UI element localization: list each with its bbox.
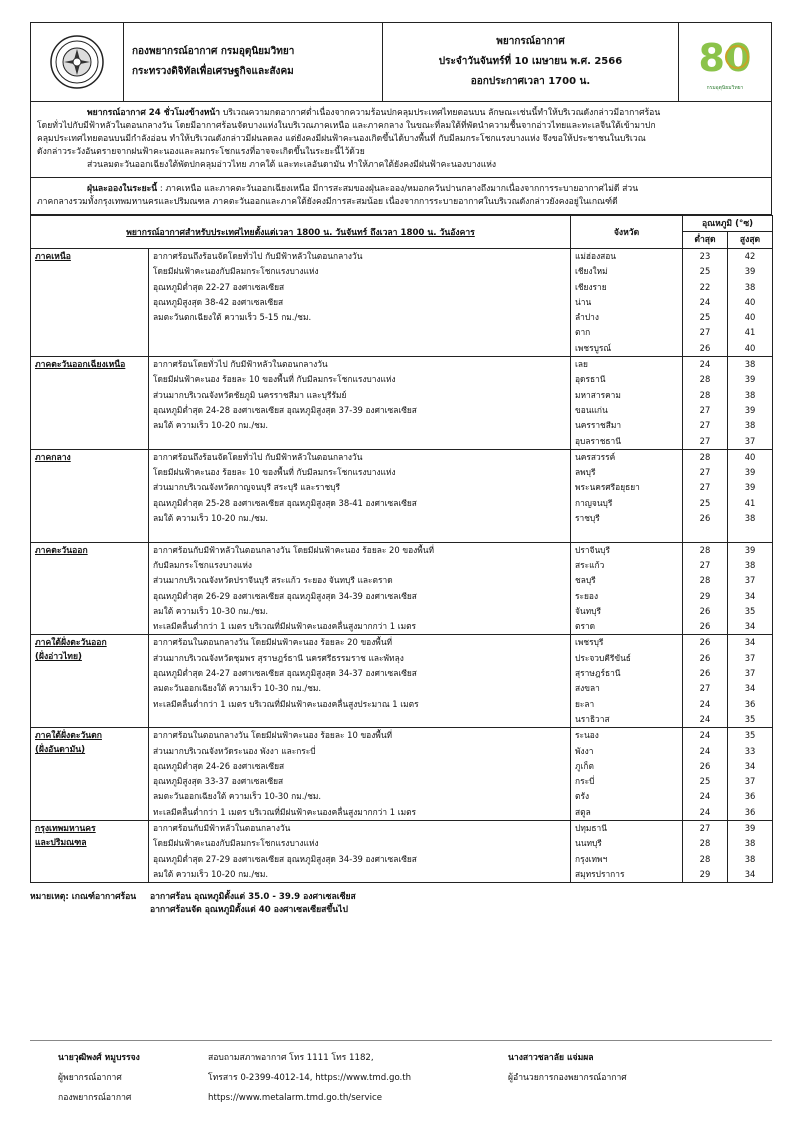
region-name-line: ภาคใต้ฝั่งตะวันตก: [35, 731, 102, 742]
title-cell: [383, 23, 679, 101]
forecast-line: อากาศร้อนถึงร้อนจัดโดยทั่วไป กับมีฟ้าหลัวในตอนกลางวัน: [153, 251, 363, 261]
note-hot: อากาศร้อน อุณหภูมิตั้งแต่ 35.0 - 39.9 องศาเซลเซียส: [150, 892, 356, 903]
province-name: ตราด: [575, 621, 596, 632]
max-temp: 34: [744, 760, 756, 771]
region-forecast: [149, 357, 571, 450]
min-temp: 26: [699, 668, 711, 679]
min-temp: 22: [699, 281, 711, 292]
max-temp-column: [728, 728, 773, 821]
max-temp-column: [728, 357, 773, 450]
summary-section: [30, 102, 772, 178]
forecast-line: อุณหภูมิสูงสุด 38-42 องศาเซลเซียส: [153, 296, 284, 307]
min-temp: 25: [699, 776, 711, 787]
forecast-line: ทะเลมีคลื่นต่ำกว่า 1 เมตร บริเวณที่มีฝนฟ้าคะนองคลื่นสูงมากกว่า 1 เมตร: [153, 621, 417, 632]
region-row: [31, 728, 773, 821]
logo-caption: กรมอุตุนิยมวิทยา: [706, 85, 744, 91]
max-temp: 34: [744, 637, 756, 648]
min-temp: 27: [699, 435, 711, 446]
province-name: ขอนแก่น: [575, 404, 608, 415]
region-row: [31, 449, 773, 542]
forecast-line: ลมตะวันตกเฉียงใต้ ความเร็ว 5-15 กม./ชม.: [153, 312, 312, 323]
min-temp-column: [683, 635, 728, 728]
region-forecast: [149, 728, 571, 821]
director-role: ผู้อำนวยการกองพยากรณ์อากาศ: [508, 1073, 627, 1083]
max-temp: 38: [744, 853, 756, 864]
region-row: [31, 635, 773, 728]
max-temp: 36: [744, 791, 756, 802]
forecast-line: อุณหภูมิต่ำสุด 24-26 องศาเซลเซียส: [153, 760, 285, 771]
region-name-line: ภาคเหนือ: [35, 252, 71, 262]
min-temp: 29: [699, 590, 711, 601]
min-temp: 28: [699, 374, 711, 385]
region-name-line: กรุงเทพมหานคร: [35, 823, 96, 834]
province-name: ยะลา: [575, 698, 595, 709]
min-temp: 27: [699, 327, 711, 338]
forecast-line: ส่วนมากบริเวณจังหวัดกาญจนบุรี สระบุรี และราชบุรี: [153, 482, 340, 493]
min-temp: 28: [699, 838, 711, 849]
region-name-line: และปริมณฑล: [35, 837, 87, 848]
min-temp: 28: [699, 575, 711, 586]
max-temp: 37: [744, 652, 756, 663]
max-temp: 37: [744, 575, 756, 586]
forecast-document: [30, 22, 772, 917]
forecast-line: อากาศร้อนในตอนกลางวัน โดยมีฝนฟ้าคะนอง ร้อยละ 10 ของพื้นที่: [153, 730, 393, 741]
province-name: กาญจนบุรี: [575, 497, 613, 508]
min-temp-column: [683, 542, 728, 635]
min-temp-column: [683, 249, 728, 357]
issue-time: ออกประกาศเวลา 1700 น.: [470, 76, 591, 87]
region-name-line: ภาคใต้ฝั่งตะวันออก: [35, 638, 107, 649]
anniversary-80-logo: [685, 29, 765, 95]
province-name: น่าน: [575, 296, 592, 307]
min-temp: 25: [699, 497, 711, 508]
min-temp-column: [683, 728, 728, 821]
province-name: เลย: [575, 359, 588, 370]
province-name: กระบี่: [575, 776, 595, 787]
dust-lead: ฝุ่นละอองในระยะนี้: [87, 184, 158, 194]
min-temp: 24: [699, 296, 711, 307]
region-name-line: ภาคตะวันออก: [35, 545, 88, 556]
director-block: [508, 1048, 748, 1108]
province-name: ตรัง: [575, 791, 590, 802]
max-temp: 39: [744, 374, 756, 385]
region-name: [31, 542, 149, 635]
max-temp: 37: [744, 435, 756, 446]
forecast-line: อากาศร้อนกับมีฟ้าหลัวในตอนกลางวัน โดยมีฝนฟ้าคะนอง ร้อยละ 20 ของพื้นที่: [153, 544, 434, 555]
forecast-line: อุณหภูมิต่ำสุด 24-27 องศาเซลเซียส อุณหภูมิสูงสุด 34-37 องศาเซลเซียส: [153, 668, 417, 679]
province-header: จังหวัด: [571, 216, 683, 249]
min-temp: 28: [699, 389, 711, 400]
contact-service-link[interactable]: https://www.metalarm.tmd.go.th/service: [208, 1093, 382, 1103]
min-temp: 27: [699, 420, 711, 431]
province-name: ลพบุรี: [575, 467, 596, 478]
max-temp-column: [728, 820, 773, 882]
province-name: ปราจีนบุรี: [575, 544, 610, 555]
max-temp: 40: [744, 296, 756, 307]
contact-block: [208, 1048, 508, 1108]
region-forecast: [149, 542, 571, 635]
min-temp: 26: [699, 637, 711, 648]
min-temp: 28: [699, 451, 711, 462]
summary-line-4: ดังกล่าวระวังอันตรายจากฝนฟ้าคะนองและลมกระโชกแรงที่อาจจะเกิดขึ้นในระยะนี้ไว้ด้วย: [37, 147, 365, 157]
province-name-column: [571, 357, 683, 450]
forecast-line: ลมใต้ ความเร็ว 10-20 กม./ชม.: [153, 513, 269, 524]
province-name: มหาสารคาม: [575, 389, 621, 400]
region-name-line: ภาคตะวันออกเฉียงเหนือ: [35, 360, 126, 371]
min-temp: 29: [699, 868, 711, 879]
max-temp: 34: [744, 590, 756, 601]
min-temp: 25: [699, 266, 711, 277]
heat-criteria-note: [30, 891, 772, 917]
forecast-line: อากาศร้อนโดยทั่วไป กับมีฟ้าหลัวในตอนกลางวัน: [153, 359, 328, 370]
document-header: [30, 22, 772, 102]
organization-cell: [124, 23, 383, 101]
forecaster-block: [58, 1048, 208, 1108]
min-temp: 26: [699, 513, 711, 524]
province-name: ชลบุรี: [575, 575, 596, 586]
forecast-line: ลมใต้ ความเร็ว 10-20 กม./ชม.: [153, 420, 269, 431]
forecast-line: อุณหภูมิต่ำสุด 26-29 องศาเซลเซียส อุณหภูมิสูงสุด 34-39 องศาเซลเซียส: [153, 590, 417, 601]
dust-line-2: ภาคกลางรวมทั้งกรุงเทพมหานครและปริมณฑล ภาคตะวันออกและภาคใต้ยังคงมีการสะสมน้อย เนื่องจากการระบายอากาศในบริเวณดังกล่าวยังคงอยู่ในเกณฑ์ดี: [37, 197, 618, 207]
seal-cell: [31, 23, 124, 101]
province-name: สมุทรปราการ: [575, 868, 625, 879]
max-temp: 34: [744, 621, 756, 632]
max-temp-column: [728, 449, 773, 542]
province-name-column: [571, 635, 683, 728]
max-temp: 39: [744, 544, 756, 555]
max-temp: 39: [744, 467, 756, 478]
max-temp: 38: [744, 389, 756, 400]
forecast-line: กับมีลมกระโชกแรงบางแห่ง: [153, 559, 252, 570]
region-forecast: [149, 249, 571, 357]
forecast-line: อุณหภูมิต่ำสุด 27-29 องศาเซลเซียส อุณหภูมิสูงสุด 34-39 องศาเซลเซียส: [153, 853, 417, 864]
province-name: นนทบุรี: [575, 838, 602, 849]
document-footer: [58, 1048, 748, 1108]
min-temp-column: [683, 357, 728, 450]
region-forecast: [149, 635, 571, 728]
min-temp: 26: [699, 760, 711, 771]
summary-line-3: คลุมประเทศไทยตอนบนมีกำลังอ่อน ทำให้บริเวณดังกล่าวมีฝนลดลง แต่ยังคงมีฝนฟ้าคะนองเกิดขึ้นได้บางพื้นที่ กับมีลมกระโชกแรงบางแห่ง จึงขอให้ประชาชนในบริเวณ: [37, 134, 646, 144]
summary-line-1: บริเวณความกดอากาศต่ำเนื่องจากความร้อนปกคลุมประเทศไทยตอนบน ลักษณะเช่นนี้ทำให้บริเวณดังกล่าวมีอากาศร้อน: [220, 108, 661, 118]
province-name: เชียงราย: [575, 281, 607, 292]
max-temp: 39: [744, 266, 756, 277]
document-date: ประจำวันจันทร์ที่ 10 เมษายน พ.ศ. 2566: [438, 56, 623, 67]
max-temp: 40: [744, 451, 756, 462]
forecast-line: ทะเลมีคลื่นต่ำกว่า 1 เมตร บริเวณที่มีฝนฟ้าคะนองคลื่นสูงประมาณ 1 เมตร: [153, 698, 419, 709]
province-name: อุดรธานี: [575, 374, 606, 385]
forecast-line: โดยมีฝนฟ้าคะนอง ร้อยละ 10 ของพื้นที่ กับมีลมกระโชกแรงบางแห่ง: [153, 467, 396, 478]
min-temp: 24: [699, 730, 711, 741]
contact-phone: สอบถามสภาพอากาศ โทร 1111 โทร 1182,: [208, 1053, 374, 1063]
min-temp: 26: [699, 621, 711, 632]
director-name: นางสาวชลาลัย แจ่มผล: [508, 1053, 594, 1063]
province-name-column: [571, 249, 683, 357]
dust-line-1: : ภาคเหนือ และภาคตะวันออกเฉียงเหนือ มีการสะสมของฝุ่นละออง/หมอกควันปานกลางถึงมากเนื่องจากการระบายอากาศไม่ดี ส่วน: [157, 184, 639, 194]
forecast-line: ส่วนมากบริเวณจังหวัดชุมพร สุราษฎร์ธานี นครศรีธรรมราช และพัทลุง: [153, 652, 404, 663]
forecast-line: ลมใต้ ความเร็ว 10-20 กม./ชม.: [153, 868, 269, 879]
province-name: พังงา: [575, 745, 594, 756]
province-name-column: [571, 728, 683, 821]
province-name-column: [571, 820, 683, 882]
region-row: [31, 542, 773, 635]
max-temp: [732, 526, 768, 541]
max-temp: 35: [744, 605, 756, 616]
forecast-line: อากาศร้อนในตอนกลางวัน โดยมีฝนฟ้าคะนอง ร้อยละ 20 ของพื้นที่: [153, 637, 393, 648]
forecast-line: ลมใต้ ความเร็ว 10-30 กม./ชม.: [153, 605, 269, 616]
min-temp: 26: [699, 652, 711, 663]
province-name: แม่ฮ่องสอน: [575, 251, 617, 261]
forecast-line: โดยมีฝนฟ้าคะนอง ร้อยละ 10 ของพื้นที่ กับมีลมกระโชกแรงบางแห่ง: [153, 374, 396, 385]
summary-line-2: โดยทั่วไปกับมีฟ้าหลัวในตอนกลางวัน โดยมีอากาศร้อนจัดบางแห่งในบริเวณภาคเหนือ และภาคกลาง ในขณะที่ลมใต้ที่พัดนำความชื้นจากอ่าวไทยและทะเลจีนใต้เข้ามาปก: [37, 121, 656, 131]
max-temp: 38: [744, 838, 756, 849]
min-temp: 24: [699, 359, 711, 370]
min-temp: 27: [699, 482, 711, 493]
region-name-line: ภาคกลาง: [35, 452, 71, 463]
province-name: กรุงเทพฯ: [575, 853, 608, 864]
province-name: เชียงใหม่: [575, 266, 608, 277]
min-temp: [687, 526, 723, 541]
region-name: [31, 635, 149, 728]
min-temp: 24: [699, 698, 711, 709]
forecast-line: ส่วนมากบริเวณจังหวัดปราจีนบุรี สระแก้ว ระยอง จันทบุรี และตราด: [153, 575, 393, 586]
min-temp: 27: [699, 683, 711, 694]
note-very-hot: อากาศร้อนจัด อุณหภูมิตั้งแต่ 40 องศาเซลเซียสขึ้นไป: [150, 905, 348, 916]
province-name-column: [571, 542, 683, 635]
max-temp: 36: [744, 806, 756, 817]
region-name: [31, 249, 149, 357]
min-temp: 27: [699, 559, 711, 570]
dust-section: [30, 178, 772, 215]
province-name: ปทุมธานี: [575, 822, 607, 833]
region-name-line: (ฝั่งอันดามัน): [35, 745, 86, 756]
province-name: พระนครศรีอยุธยา: [575, 482, 640, 493]
min-temp: 27: [699, 467, 711, 478]
forecast-line: [153, 526, 566, 541]
max-temp-header: สูงสุด: [728, 232, 773, 249]
max-temp: 41: [744, 327, 756, 338]
forecast-table: [30, 215, 773, 883]
max-temp: 38: [744, 513, 756, 524]
contact-fax-web[interactable]: โทรสาร 0-2399-4012-14, https://www.tmd.go.th: [208, 1073, 412, 1083]
min-temp: 28: [699, 544, 711, 555]
region-name: [31, 449, 149, 542]
max-temp: 39: [744, 404, 756, 415]
province-name: ประจวบคีรีขันธ์: [575, 652, 631, 663]
max-temp: 40: [744, 342, 756, 353]
forecaster-dept: กองพยากรณ์อากาศ: [58, 1093, 132, 1103]
province-name-column: [571, 449, 683, 542]
province-name: อุบลราชธานี: [575, 435, 621, 446]
province-name: นครสวรรค์: [575, 451, 616, 462]
min-temp: 23: [699, 251, 711, 261]
province-name: ภูเก็ต: [575, 760, 594, 771]
temperature-header: อุณหภูมิ (°ซ): [683, 216, 773, 232]
forecast-line: [153, 434, 566, 449]
forecast-line: อากาศร้อนกับมีฟ้าหลัวในตอนกลางวัน: [153, 822, 291, 833]
ministry-name: กระทรวงดิจิทัลเพื่อเศรษฐกิจและสังคม: [132, 66, 294, 77]
forecast-line: อุณหภูมิต่ำสุด 24-28 องศาเซลเซียส อุณหภูมิสูงสุด 37-39 องศาเซลเซียส: [153, 404, 417, 415]
province-name: จันทบุรี: [575, 605, 601, 616]
max-temp: 37: [744, 668, 756, 679]
summary-lead: พยากรณ์อากาศ 24 ชั่วโมงข้างหน้า: [87, 108, 221, 118]
max-temp: 40: [744, 312, 756, 323]
region-forecast: [149, 820, 571, 882]
max-temp: 38: [744, 559, 756, 570]
forecast-line: ลมตะวันออกเฉียงใต้ ความเร็ว 10-30 กม./ชม.: [153, 791, 322, 802]
region-forecast: [149, 449, 571, 542]
forecast-line: โดยมีฝนฟ้าคะนองกับมีลมกระโชกแรงบางแห่ง: [153, 266, 319, 277]
max-temp: 42: [744, 251, 756, 261]
province-name: นราธิวาส: [575, 713, 610, 724]
forecast-line: อากาศร้อนถึงร้อนจัดโดยทั่วไป กับมีฟ้าหลัวในตอนกลางวัน: [153, 451, 363, 462]
max-temp-column: [728, 249, 773, 357]
max-temp: 35: [744, 730, 756, 741]
max-temp: 37: [744, 776, 756, 787]
min-temp: 28: [699, 853, 711, 864]
forecaster-role: ผู้พยากรณ์อากาศ: [58, 1073, 122, 1083]
province-name: ตาก: [575, 327, 591, 338]
province-name: เพชรบูรณ์: [575, 342, 612, 353]
max-temp: 34: [744, 683, 756, 694]
forecast-line: ส่วนมากบริเวณจังหวัดระนอง พังงา และกระบี่: [153, 745, 316, 756]
min-temp: 27: [699, 822, 711, 833]
min-temp: 24: [699, 806, 711, 817]
forecast-line: ส่วนมากบริเวณจังหวัดชัยภูมิ นครราชสีมา และบุรีรัมย์: [153, 389, 347, 400]
forecast-period-header: พยากรณ์อากาศสำหรับประเทศไทยตั้งแต่เวลา 1800 น. วันจันทร์ ถึงเวลา 1800 น. วันอังคาร: [31, 216, 571, 249]
province-name: สงขลา: [575, 683, 600, 694]
forecast-line: [153, 325, 566, 340]
tmd-seal-icon: [49, 34, 105, 90]
province-name: ลำปาง: [575, 312, 599, 323]
province-name: นครราชสีมา: [575, 420, 622, 431]
region-name: [31, 820, 149, 882]
forecast-line: อุณหภูมิต่ำสุด 25-28 องศาเซลเซียส อุณหภูมิสูงสุด 38-41 องศาเซลเซียส: [153, 497, 417, 508]
province-name: สตูล: [575, 806, 591, 817]
min-temp: 25: [699, 312, 711, 323]
document-title: พยากรณ์อากาศ: [496, 36, 565, 47]
min-temp-column: [683, 449, 728, 542]
forecast-line: อุณหภูมิสูงสุด 33-37 องศาเซลเซียส: [153, 776, 284, 787]
province-name: ระนอง: [575, 730, 599, 741]
max-temp: 35: [744, 713, 756, 724]
forecast-line: [153, 341, 566, 356]
max-temp: 39: [744, 822, 756, 833]
max-temp-column: [728, 635, 773, 728]
province-name: สระแก้ว: [575, 559, 605, 570]
max-temp: 34: [744, 868, 756, 879]
min-temp: 26: [699, 605, 711, 616]
max-temp: 41: [744, 497, 756, 508]
min-temp: 24: [699, 791, 711, 802]
forecast-line: ทะเลมีคลื่นต่ำกว่า 1 เมตร บริเวณที่มีฝนฟ้าคะนองคลื่นสูงมากกว่า 1 เมตร: [153, 806, 417, 817]
forecast-line: อุณหภูมิต่ำสุด 22-27 องศาเซลเซียส: [153, 281, 285, 292]
forecast-line: ลมตะวันออกเฉียงใต้ ความเร็ว 10-30 กม./ชม.: [153, 683, 322, 694]
min-temp-header: ต่ำสุด: [683, 232, 728, 249]
note-label: หมายเหตุ: เกณฑ์อากาศร้อน: [30, 892, 137, 903]
region-row: [31, 820, 773, 882]
forecast-line: โดยมีฝนฟ้าคะนองกับมีลมกระโชกแรงบางแห่ง: [153, 838, 319, 849]
forecast-table-body: [31, 249, 773, 883]
max-temp-column: [728, 542, 773, 635]
forecaster-name: นายวุฒิพงศ์ หมูบรรจง: [58, 1053, 140, 1063]
region-row: [31, 357, 773, 450]
anniversary-logo-cell: [679, 23, 771, 101]
footer-divider: [30, 1040, 772, 1041]
province-name: สุราษฎร์ธานี: [575, 668, 621, 679]
logo-number: 80: [698, 36, 752, 80]
org-name: กองพยากรณ์อากาศ กรมอุตุนิยมวิทยา: [132, 46, 295, 57]
region-name: [31, 357, 149, 450]
forecast-line: [153, 712, 566, 727]
min-temp: 27: [699, 404, 711, 415]
min-temp: 24: [699, 713, 711, 724]
region-row: [31, 249, 773, 357]
min-temp: 26: [699, 342, 711, 353]
min-temp-column: [683, 820, 728, 882]
province-name: ราชบุรี: [575, 513, 600, 524]
max-temp: 38: [744, 359, 756, 370]
region-name: [31, 728, 149, 821]
province-name: ระยอง: [575, 590, 599, 601]
max-temp: 38: [744, 420, 756, 431]
summary-line-5: ส่วนลมตะวันออกเฉียงใต้พัดปกคลุมอ่าวไทย ภาคใต้ และทะเลอันดามัน ทำให้ภาคใต้ยังคงมีฝนฟ้าคะนองบางแห่ง: [87, 160, 497, 170]
max-temp: 39: [744, 482, 756, 493]
max-temp: 38: [744, 281, 756, 292]
max-temp: 33: [744, 745, 756, 756]
province-name: เพชรบุรี: [575, 637, 604, 648]
min-temp: 24: [699, 745, 711, 756]
region-name-line: (ฝั่งอ่าวไทย): [35, 652, 82, 663]
max-temp: 36: [744, 698, 756, 709]
province-name: [575, 526, 678, 541]
